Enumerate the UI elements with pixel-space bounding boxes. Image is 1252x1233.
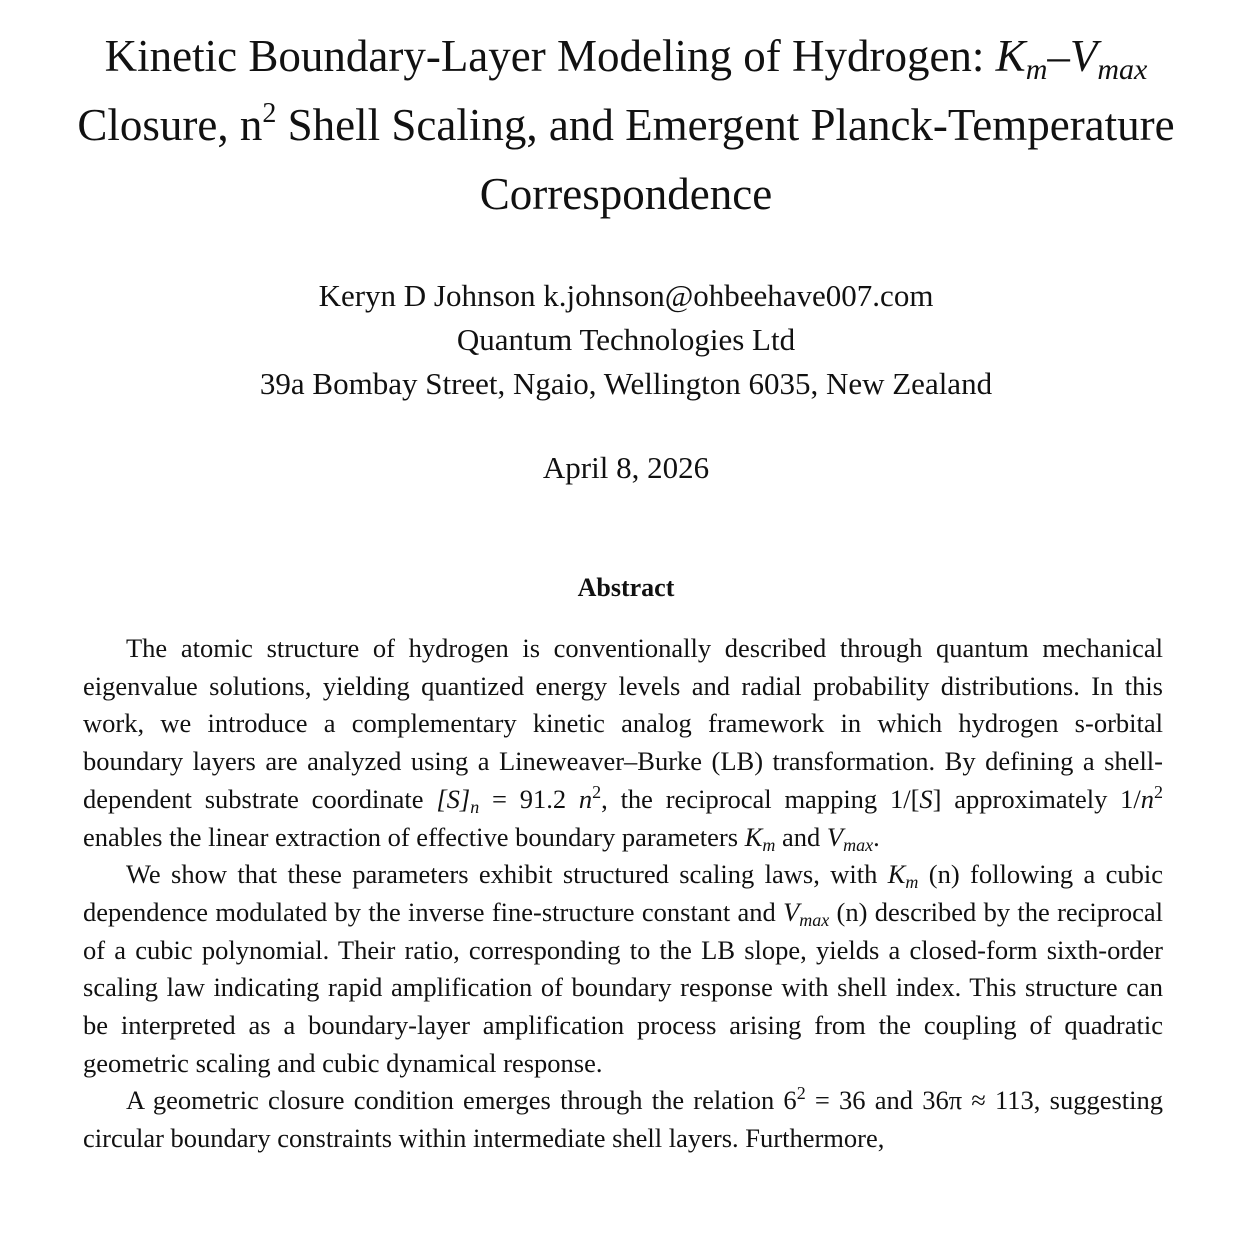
affiliation: Quantum Technologies Ltd	[456, 322, 796, 357]
abstract-heading: Abstract	[577, 573, 675, 602]
address: 39a Bombay Street, Ngaio, Wellington 6035, New Zealand	[259, 366, 993, 401]
title-line-2: Closure, $n^2$ Shell Scaling, and Emergent Planck-Temperature	[77, 98, 1175, 150]
paper-title	[0, 22, 1252, 229]
title-km-symbol: K	[995, 31, 1026, 81]
author-block	[0, 274, 1252, 406]
title-vmax-symbol: V	[1069, 31, 1098, 81]
abstract-paragraph-1: The atomic structure of hydrogen is conventionally described through quantum mechanical eigenvalue solutions, yielding quantized energy levels and radial probability distributions. In this work, we introduce a complementary kinetic analog framework in which hydrogen s-orbital boundary layers are analyzed using a Lineweaver–Burke (LB) transformation. By defining a shell-dependent substrate coordinate $[S]_n = 91.2$ $n^2$, the reciprocal mapping 1/[S] approximately $1/n^2$ enables the linear extraction of effective boundary parameters $K_m$ and $V_{max}$.	[83, 633, 1164, 855]
abstract-paragraph-2: We show that these parameters exhibit structured scaling laws, with $K_m$ (n) following a cubic dependence modulated by the inverse fine-structure constant and $V_{max}$ (n) described by the reciprocal of a cubic polynomial. Their ratio, corresponding to the LB slope, yields a closed-form sixth-order scaling law indicating rapid amplification of boundary response with shell index. This structure can be interpreted as a boundary-layer amplification process arising from the coupling of quadratic geometric scaling and cubic dynamical response.	[83, 859, 1163, 1078]
title-line-3: Correspondence	[479, 169, 773, 219]
abstract-paragraph-3: A geometric closure condition emerges through the relation $6^2 = 36$ and 36π ≈ 113, suggesting circular boundary constraints within intermediate shell layers. Furthermore,	[83, 1083, 1163, 1154]
abstract-body	[83, 630, 1163, 1158]
title-line-1: Kinetic Boundary-Layer Modeling of Hydrogen: $K_m-V_{max}$	[104, 31, 1148, 86]
publication-date: April 8, 2026	[542, 450, 710, 485]
author-name-email: Keryn D Johnson k.johnson@ohbeehave007.com	[318, 278, 934, 313]
